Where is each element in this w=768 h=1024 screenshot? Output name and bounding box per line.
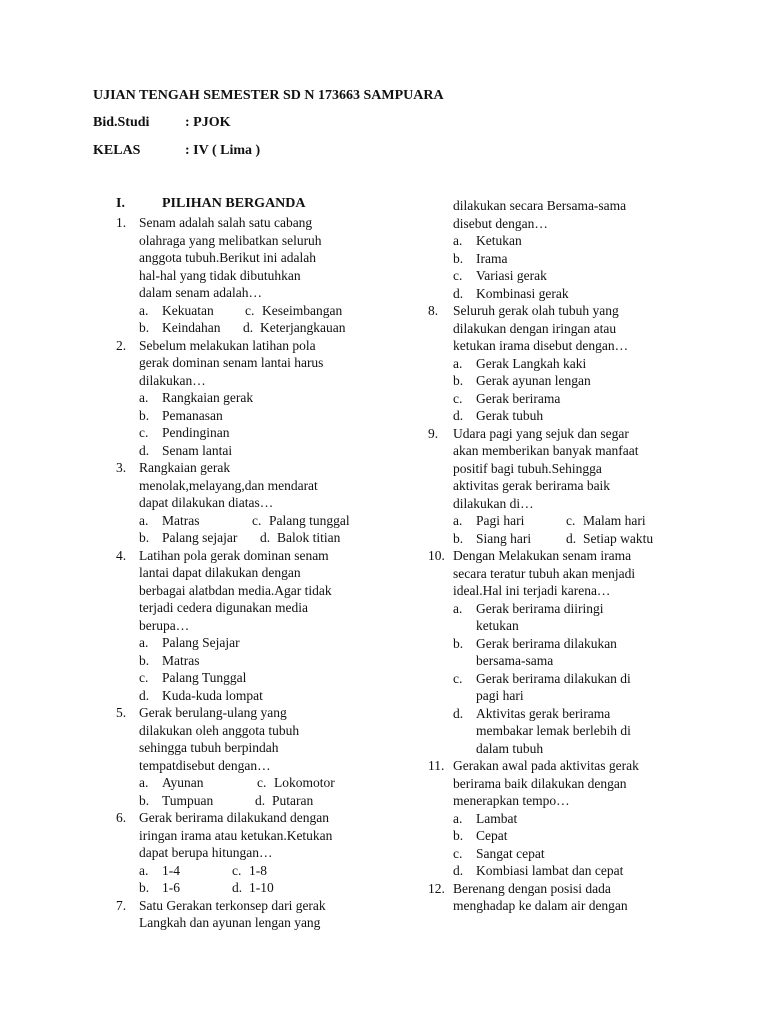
option-text: Tumpuan bbox=[162, 792, 214, 808]
class-label: KELAS bbox=[93, 143, 141, 158]
option-letter: d. bbox=[139, 687, 150, 703]
option-text: 1-8 bbox=[249, 862, 267, 878]
exam-title: UJIAN TENGAH SEMESTER SD N 173663 SAMPUARA bbox=[93, 88, 444, 103]
question-text: Dengan Melakukan senam irama bbox=[453, 548, 632, 563]
option-letter: b. bbox=[453, 828, 464, 843]
option-letter: c. bbox=[566, 513, 576, 528]
question-text: anggota tubuh.Berikut ini adalah bbox=[139, 250, 316, 265]
option-letter: a. bbox=[453, 600, 463, 616]
section-number: I. bbox=[116, 196, 125, 211]
question-text: dilakukan dengan iringan atau bbox=[453, 320, 617, 336]
option-text: membakar lemak berlebih di bbox=[476, 723, 631, 738]
option-text: Matras bbox=[162, 512, 200, 528]
option-letter: c. bbox=[453, 845, 463, 861]
option-text: Gerak berirama diiringi bbox=[476, 600, 604, 616]
question-number: 8. bbox=[428, 303, 439, 318]
question-text: Latihan pola gerak dominan senam bbox=[139, 547, 329, 563]
question-text: Sebelum melakukan latihan pola bbox=[139, 337, 316, 353]
question-text: Berenang dengan posisi dada bbox=[453, 880, 611, 896]
question-text: berbagai alatbdan media.Agar tidak bbox=[139, 582, 332, 598]
question-text: Gerak berirama dilakukand dengan bbox=[139, 810, 330, 825]
option-letter: c. bbox=[139, 425, 149, 440]
option-letter: d. bbox=[453, 705, 464, 721]
option-letter: c. bbox=[232, 862, 242, 878]
question-text: berirama baik dilakukan dengan bbox=[453, 775, 627, 791]
option-letter: d. bbox=[260, 530, 271, 545]
question-text: ketukan irama disebut dengan… bbox=[453, 338, 629, 353]
option-letter: b. bbox=[453, 373, 464, 388]
question-text: terjadi cedera digunakan media bbox=[139, 600, 309, 615]
option-text: Kekuatan bbox=[162, 302, 214, 318]
option-letter: b. bbox=[139, 880, 150, 895]
question-text: lantai dapat dilakukan dengan bbox=[139, 565, 301, 580]
question-text: menghadap ke dalam air dengan bbox=[453, 898, 628, 913]
question-text: Gerak berulang-ulang yang bbox=[139, 705, 287, 720]
option-text: Pendinginan bbox=[162, 425, 230, 440]
question-number: 3. bbox=[116, 460, 127, 475]
option-letter: d. bbox=[232, 880, 243, 895]
option-letter: b. bbox=[139, 530, 150, 545]
option-text: Kuda-kuda lompat bbox=[162, 687, 263, 703]
option-text: Kombiasi lambat dan cepat bbox=[476, 863, 624, 878]
option-text: Gerak berirama bbox=[476, 390, 561, 406]
option-text: Ketukan bbox=[476, 233, 522, 248]
option-letter: a. bbox=[139, 862, 149, 878]
option-text: ketukan bbox=[476, 618, 519, 633]
question-text: disebut dengan… bbox=[453, 215, 548, 231]
subject-label: Bid.Studi bbox=[93, 115, 150, 130]
option-text: Ayunan bbox=[162, 775, 204, 790]
option-letter: d. bbox=[243, 320, 254, 335]
option-text: Variasi gerak bbox=[476, 268, 547, 283]
option-text: Putaran bbox=[272, 792, 314, 808]
question-text: gerak dominan senam lantai harus bbox=[139, 355, 324, 370]
question-text: dilakukan secara Bersama-sama bbox=[453, 198, 627, 213]
option-text: Malam hari bbox=[583, 513, 646, 528]
option-letter: d. bbox=[453, 408, 464, 423]
option-text: Palang Sejajar bbox=[162, 635, 240, 650]
question-text: dilakukan oleh anggota tubuh bbox=[139, 722, 300, 738]
option-letter: d. bbox=[255, 792, 266, 808]
option-letter: b. bbox=[453, 530, 464, 546]
option-text: Lokomotor bbox=[274, 775, 335, 790]
option-letter: c. bbox=[453, 268, 463, 283]
question-text: dapat dilakukan diatas… bbox=[139, 495, 274, 510]
option-text: bersama-sama bbox=[476, 653, 554, 668]
option-text: 1-10 bbox=[249, 880, 274, 895]
option-letter: b. bbox=[139, 792, 150, 808]
option-letter: c. bbox=[139, 670, 149, 685]
question-number: 4. bbox=[116, 547, 127, 563]
option-text: Rangkaian gerak bbox=[162, 390, 254, 405]
option-text: Setiap waktu bbox=[583, 530, 654, 546]
option-letter: c. bbox=[252, 512, 262, 528]
question-text: Langkah dan ayunan lengan yang bbox=[139, 915, 321, 930]
question-number: 7. bbox=[116, 897, 127, 913]
section-title: PILIHAN BERGANDA bbox=[162, 196, 306, 211]
question-text: berupa… bbox=[139, 617, 190, 633]
option-letter: b. bbox=[139, 407, 150, 423]
question-text: ideal.Hal ini terjadi karena… bbox=[453, 583, 611, 598]
option-text: Irama bbox=[476, 250, 508, 266]
option-letter: d. bbox=[453, 863, 464, 878]
option-letter: a. bbox=[139, 390, 149, 405]
question-text: Seluruh gerak olah tubuh yang bbox=[453, 303, 619, 318]
option-letter: a. bbox=[139, 302, 149, 318]
option-text: pagi hari bbox=[476, 688, 524, 703]
option-text: Aktivitas gerak berirama bbox=[476, 705, 611, 721]
question-text: olahraga yang melibatkan seluruh bbox=[139, 232, 322, 248]
option-letter: c. bbox=[453, 390, 463, 406]
question-text: Rangkaian gerak bbox=[139, 460, 231, 475]
option-letter: d. bbox=[453, 285, 464, 301]
question-text: sehingga tubuh berpindah bbox=[139, 740, 279, 755]
question-text: dilakukan… bbox=[139, 372, 206, 388]
option-text: Gerak ayunan lengan bbox=[476, 373, 591, 388]
class-value: : IV ( Lima ) bbox=[185, 143, 261, 158]
question-text: akan memberikan banyak manfaat bbox=[453, 443, 639, 458]
option-text: Keterjangkauan bbox=[260, 320, 346, 335]
option-text: Kombinasi gerak bbox=[476, 285, 569, 301]
question-text: hal-hal yang tidak dibutuhkan bbox=[139, 267, 301, 283]
question-text: dilakukan di… bbox=[453, 495, 534, 511]
option-text: dalam tubuh bbox=[476, 740, 544, 756]
option-letter: a. bbox=[453, 355, 463, 371]
question-number: 1. bbox=[116, 215, 127, 230]
question-text: dapat berupa hitungan… bbox=[139, 845, 273, 860]
option-text: 1-4 bbox=[162, 862, 180, 878]
option-text: Gerak berirama dilakukan bbox=[476, 635, 617, 651]
option-letter: b. bbox=[139, 652, 150, 668]
question-number: 10. bbox=[428, 548, 445, 563]
question-number: 9. bbox=[428, 425, 439, 441]
option-text: Matras bbox=[162, 652, 200, 668]
option-letter: a. bbox=[453, 513, 463, 528]
option-letter: c. bbox=[245, 302, 255, 318]
option-letter: b. bbox=[139, 320, 150, 335]
question-text: Gerakan awal pada aktivitas gerak bbox=[453, 758, 639, 773]
option-letter: c. bbox=[453, 670, 463, 686]
option-text: Keseimbangan bbox=[262, 302, 343, 318]
question-number: 6. bbox=[116, 810, 127, 825]
option-text: Keindahan bbox=[162, 320, 221, 335]
question-text: Senam adalah salah satu cabang bbox=[139, 215, 313, 230]
question-text: aktivitas gerak berirama baik bbox=[453, 478, 611, 493]
question-number: 12. bbox=[428, 880, 445, 896]
question-text: menerapkan tempo… bbox=[453, 793, 570, 808]
option-letter: a. bbox=[139, 635, 149, 650]
question-text: secara teratur tubuh akan menjadi bbox=[453, 565, 636, 581]
option-text: Gerak tubuh bbox=[476, 408, 544, 423]
question-text: dalam senam adalah… bbox=[139, 285, 262, 300]
subject-value: : PJOK bbox=[185, 115, 231, 130]
question-text: iringan irama atau ketukan.Ketukan bbox=[139, 827, 333, 843]
option-letter: b. bbox=[453, 250, 464, 266]
option-text: Senam lantai bbox=[162, 442, 233, 458]
option-text: Pagi hari bbox=[476, 513, 525, 528]
option-text: Palang tunggal bbox=[269, 512, 350, 528]
question-number: 2. bbox=[116, 337, 127, 353]
question-number: 11. bbox=[428, 758, 445, 773]
question-text: menolak,melayang,dan mendarat bbox=[139, 477, 318, 493]
option-text: Siang hari bbox=[476, 530, 532, 546]
option-letter: b. bbox=[453, 635, 464, 651]
option-text: Lambat bbox=[476, 810, 518, 826]
option-text: Gerak Langkah kaki bbox=[476, 355, 587, 371]
option-letter: a. bbox=[139, 512, 149, 528]
option-letter: a. bbox=[139, 775, 149, 790]
option-letter: d. bbox=[566, 530, 577, 546]
option-text: Gerak berirama dilakukan di bbox=[476, 670, 631, 686]
option-text: Cepat bbox=[476, 828, 508, 843]
option-letter: a. bbox=[453, 810, 463, 826]
option-text: Palang sejajar bbox=[162, 530, 238, 545]
question-text: tempatdisebut dengan… bbox=[139, 757, 271, 773]
option-text: Sangat cepat bbox=[476, 845, 545, 861]
option-text: Palang Tunggal bbox=[162, 670, 247, 685]
question-number: 5. bbox=[116, 705, 127, 720]
option-text: Pemanasan bbox=[162, 407, 223, 423]
option-text: Balok titian bbox=[277, 530, 341, 545]
option-letter: c. bbox=[257, 775, 267, 790]
question-text: Udara pagi yang sejuk dan segar bbox=[453, 425, 629, 441]
question-text: Satu Gerakan terkonsep dari gerak bbox=[139, 897, 326, 913]
question-text: positif bagi tubuh.Sehingga bbox=[453, 460, 602, 476]
option-letter: a. bbox=[453, 233, 463, 248]
option-letter: d. bbox=[139, 442, 150, 458]
option-text: 1-6 bbox=[162, 880, 180, 895]
